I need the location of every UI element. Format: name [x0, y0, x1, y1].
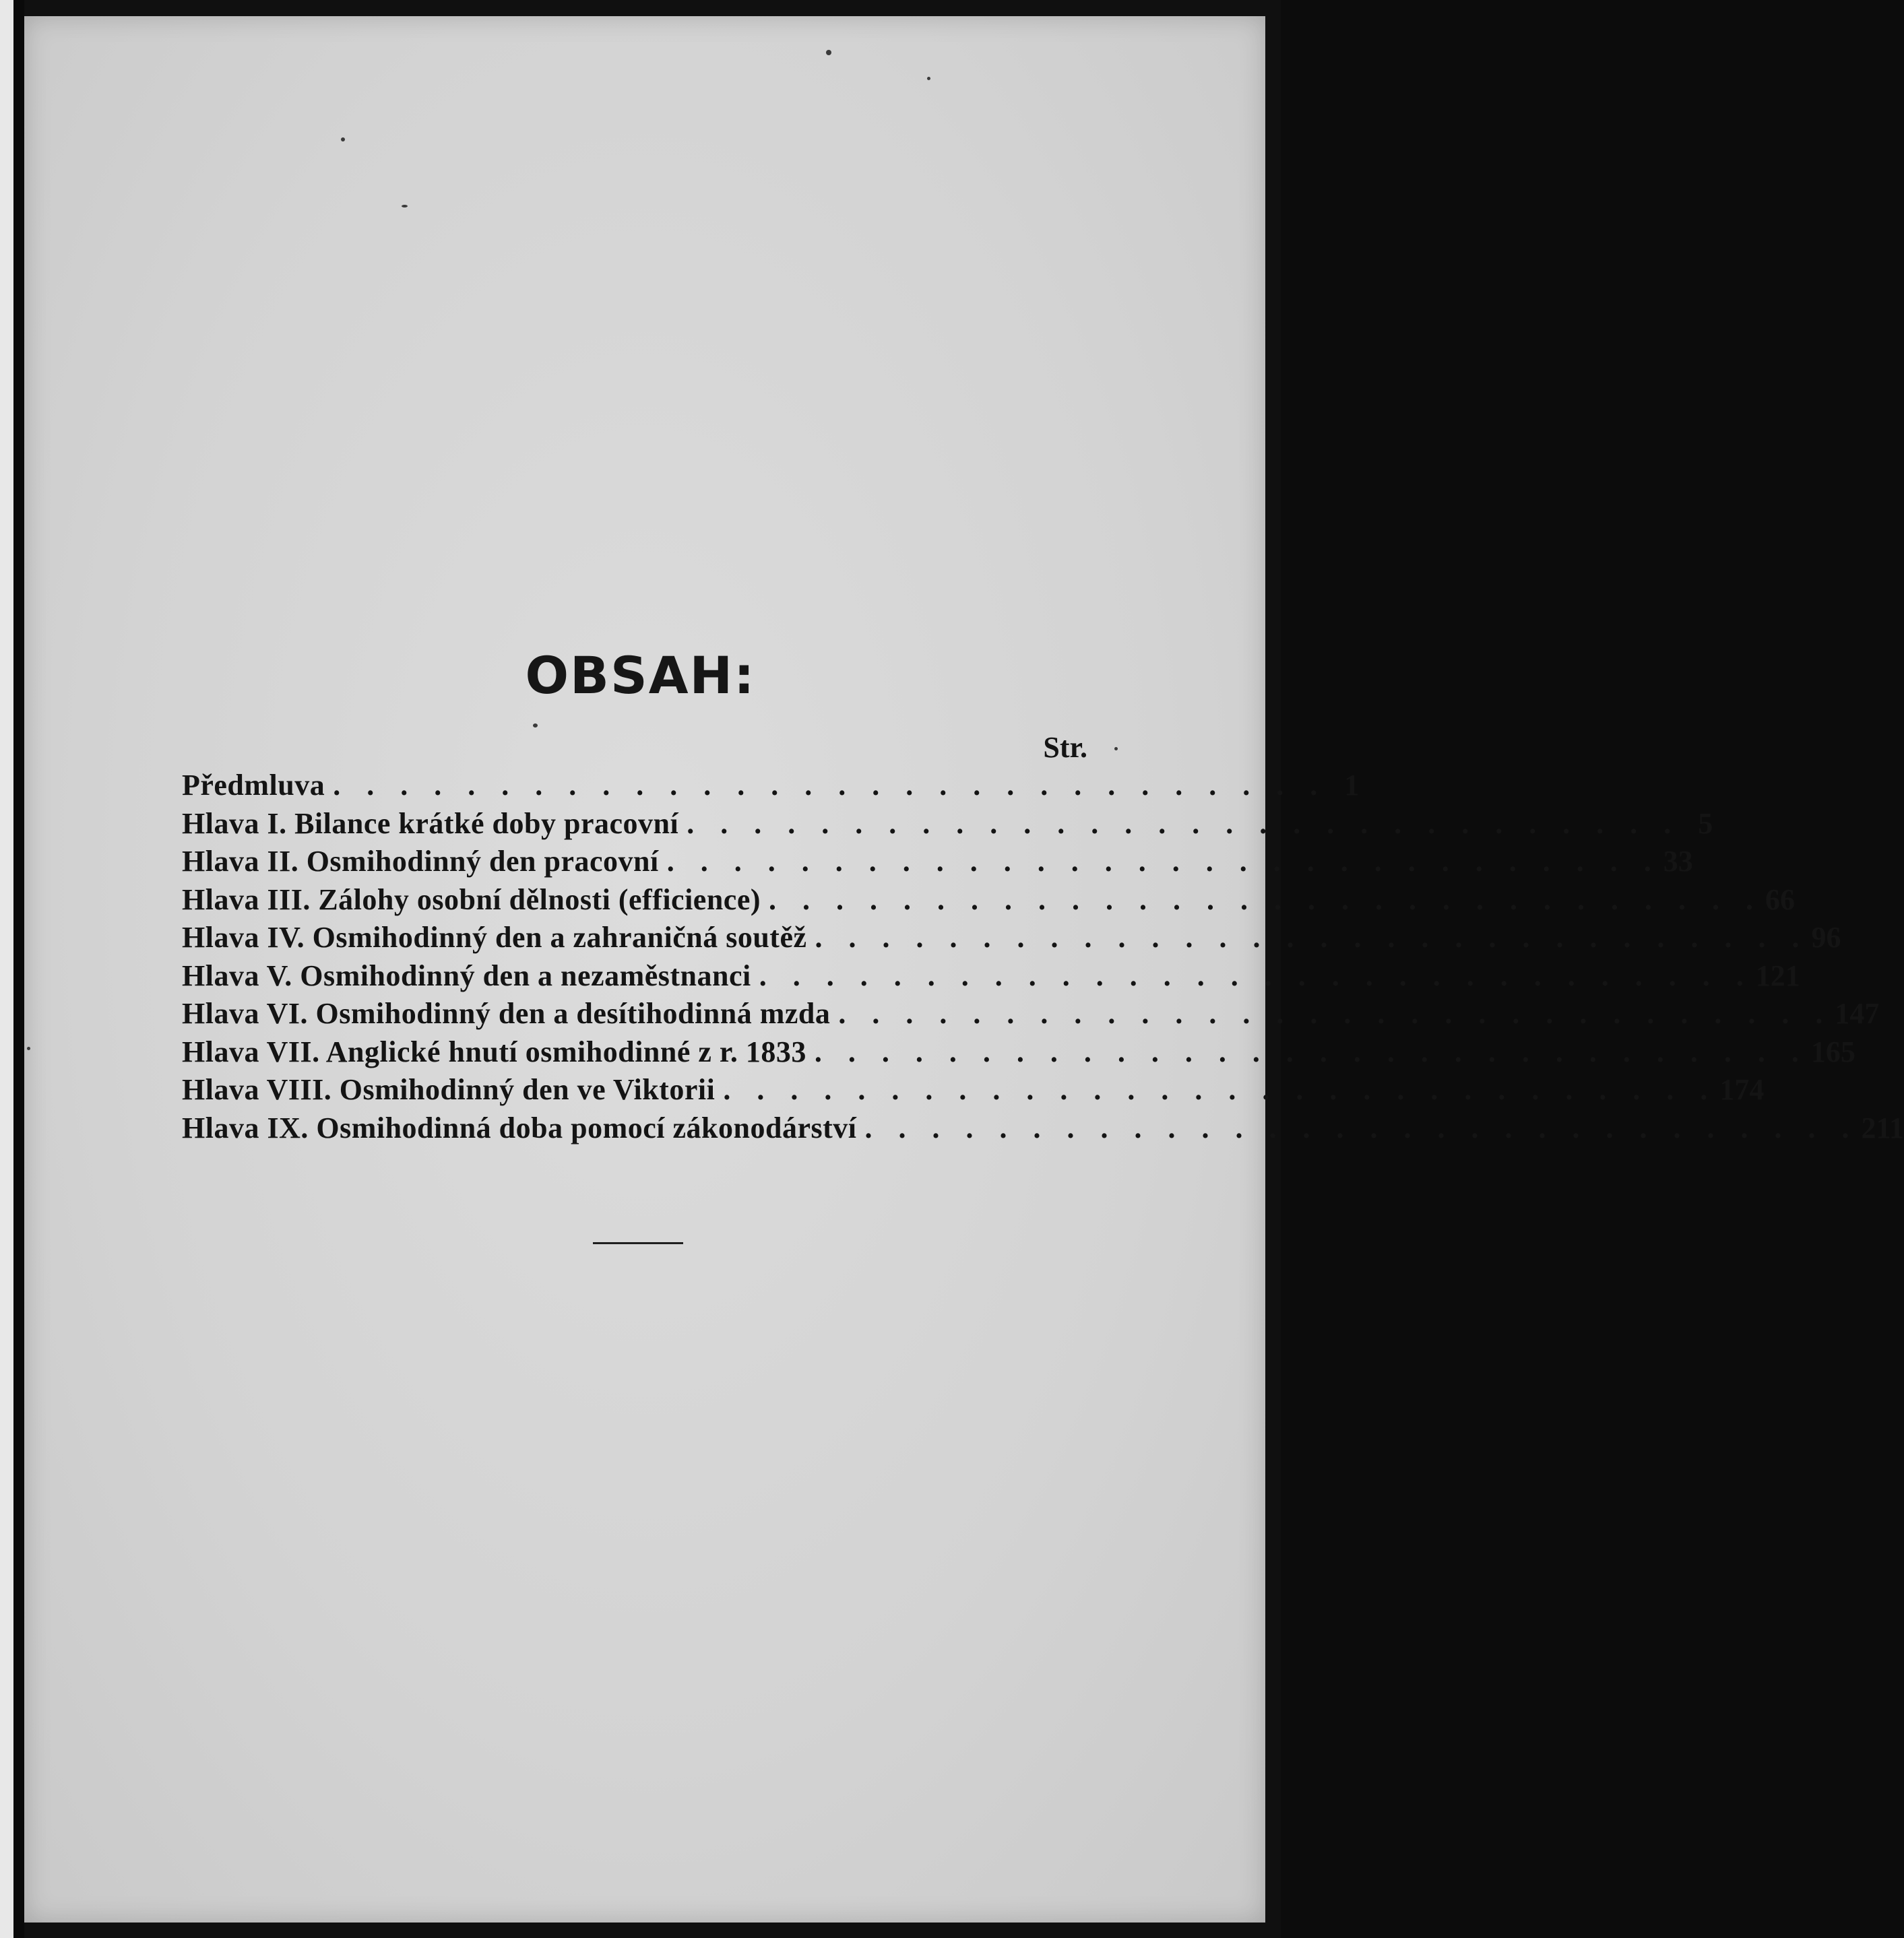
toc-leader-dots: . . . . . . . . . . . . . . . . . . . . . . . . . . . . . .	[759, 959, 1753, 992]
toc-entry-title: Hlava I. Bilance krátké doby pracovní	[182, 806, 679, 840]
toc-entry-title: Hlava IV. Osmihodinný den a zahraničná soutěž	[182, 921, 807, 954]
toc-entry-page: 5	[1698, 806, 1713, 840]
toc-entry-hlava-7[interactable]	[182, 1033, 1855, 1072]
toc-entry-hlava-5[interactable]	[182, 957, 1800, 996]
toc-entry-title: Hlava VIII. Osmihodinný den ve Viktorii	[182, 1073, 716, 1106]
toc-entry-page: 121	[1755, 959, 1800, 992]
paper-speck	[826, 50, 831, 55]
toc-entry-page: 165	[1810, 1035, 1855, 1068]
toc-entry-page: 66	[1765, 882, 1796, 916]
toc-entry-title: Hlava V. Osmihodinný den a nezaměstnanci	[182, 959, 751, 992]
toc-entry-hlava-9[interactable]	[182, 1109, 1904, 1148]
paper-speck	[27, 1047, 30, 1050]
toc-entry-page: 96	[1811, 921, 1841, 954]
toc-entry-title: Předmluva	[182, 769, 325, 802]
toc-entry-title: Hlava IX. Osmihodinná doba pomocí zákonodárství	[182, 1111, 857, 1144]
toc-entry-page: 1	[1344, 769, 1360, 802]
toc-entry-hlava-8[interactable]	[182, 1071, 1765, 1109]
page-edge-strip	[0, 0, 13, 1938]
paper-speck	[1114, 747, 1118, 750]
toc-leader-dots: . . . . . . . . . . . . . . . . . . . . . . . . . . . . . .	[723, 1073, 1717, 1106]
toc-entry-hlava-2[interactable]	[182, 843, 1693, 881]
section-divider-rule	[593, 1242, 683, 1244]
toc-entry-page: 211	[1861, 1111, 1904, 1144]
toc-entry-hlava-3[interactable]	[182, 881, 1796, 919]
toc-entry-page: 33	[1663, 845, 1693, 878]
toc-leader-dots: . . . . . . . . . . . . . . . . . . . . . . . . . . . . . .	[769, 882, 1763, 916]
page-column-label: Str.	[1043, 731, 1087, 764]
binding-shadow	[13, 0, 24, 1938]
contents-heading: OBSAH:	[525, 645, 756, 705]
toc-list	[182, 767, 1904, 1147]
toc-leader-dots: . . . . . . . . . . . . . . . . . . . . . . . . . . . . . .	[814, 1035, 1808, 1068]
toc-leader-dots: . . . . . . . . . . . . . . . . . . . . . . . . . . . . . .	[333, 769, 1327, 802]
toc-leader-dots: . . . . . . . . . . . . . . . . . . . . . . . . . . . . . .	[687, 806, 1681, 840]
toc-entry-page: 174	[1719, 1073, 1765, 1106]
paper-speck	[927, 77, 930, 80]
toc-entry-hlava-6[interactable]	[182, 995, 1880, 1033]
toc-entry-page: 147	[1835, 997, 1880, 1030]
toc-entry-title: Hlava VI. Osmihodinný den a desítihodinná mzda	[182, 997, 831, 1030]
toc-entry-predmluva[interactable]	[182, 767, 1360, 805]
table-of-contents	[182, 729, 1904, 1147]
toc-entry-title: Hlava II. Osmihodinný den pracovní	[182, 845, 659, 878]
toc-entry-title: Hlava III. Zálohy osobní dělnosti (efficience)	[182, 882, 761, 916]
toc-entry-title: Hlava VII. Anglické hnutí osmihodinné z r. 1833	[182, 1035, 806, 1068]
toc-leader-dots: . . . . . . . . . . . . . . . . . . . . . . . . . . . . . .	[838, 997, 1833, 1030]
toc-leader-dots: . . . . . . . . . . . . . . . . . . . . . . . . . . . . . .	[666, 845, 1661, 878]
paper-speck	[341, 137, 345, 141]
toc-entry-hlava-1[interactable]	[182, 805, 1713, 843]
toc-entry-hlava-4[interactable]	[182, 919, 1841, 957]
toc-leader-dots: . . . . . . . . . . . . . . . . . . . . . . . . . . . . . .	[815, 921, 1809, 954]
toc-leader-dots: . . . . . . . . . . . . . . . . . . . . . . . . . . . . . .	[864, 1111, 1859, 1144]
paper-speck	[533, 723, 538, 728]
paper-speck	[402, 205, 408, 207]
